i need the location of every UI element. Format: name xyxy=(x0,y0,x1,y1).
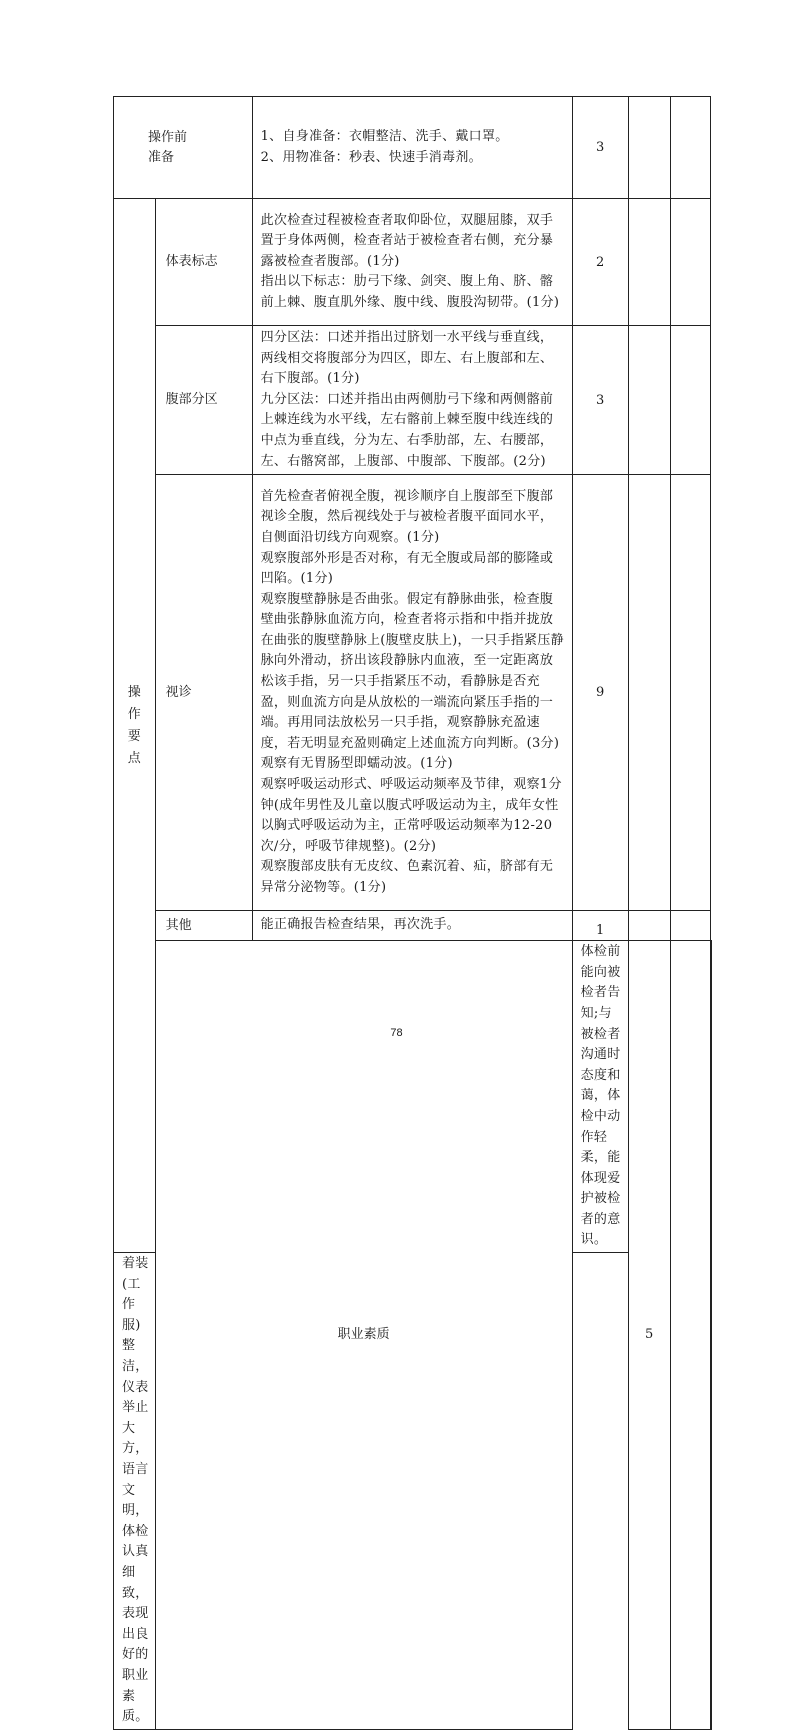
inspection-deduction-cell[interactable] xyxy=(628,475,670,911)
operation-points-char-4: 点 xyxy=(127,750,141,766)
body-landmarks-remark-cell[interactable] xyxy=(670,199,710,326)
inspection-line-5: 观察呼吸运动形式、呼吸运动频率及节律，观察1分钟(成年男性及儿童以腹式呼吸运动为主，成年女性以胸式呼吸运动为主，正常呼吸运动频率为12-20次/分，呼吸节律规整)。(2分) xyxy=(260,777,562,854)
operation-points-char-2: 作 xyxy=(127,706,141,722)
inspection-line-2: 观察腹部外形是否对称，有无全腹或局部的膨隆或凹陷。(1分) xyxy=(260,550,554,587)
inspection-line-6: 观察腹部皮肤有无皮纹、色素沉着、疝，脐部有无异常分泌物等。(1分) xyxy=(260,859,554,895)
pre-operation-content xyxy=(252,97,572,199)
body-landmarks-content xyxy=(252,199,572,326)
row-abdominal-regions xyxy=(114,326,712,475)
scoring-table xyxy=(113,96,712,1730)
other-score: 1 xyxy=(572,911,628,941)
professional-line-2: 着装(工作服)整洁，仪表举止大方，语言文明，体检认真细致，表现出良好的职业素质。 xyxy=(122,1256,149,1725)
row-professional-1 xyxy=(114,941,712,1253)
professional-line-1: 体检前能向被检者告知;与被检者沟通时态度和蔼，体检中动作轻柔，能体现爱护被检者的意识。 xyxy=(580,944,621,1248)
row-pre-operation xyxy=(114,97,712,199)
other-remark-cell[interactable] xyxy=(670,911,710,941)
abdominal-regions-label: 腹部分区 xyxy=(155,326,252,475)
professional-remark-cell[interactable] xyxy=(710,941,711,1730)
body-landmarks-score: 2 xyxy=(572,199,628,326)
inspection-content xyxy=(252,475,572,911)
inspection-score: 9 xyxy=(572,475,628,911)
region-line-2: 九分区法：口述并指出由两侧肋弓下缘和两侧髂前上棘连线为水平线，左右髂前上棘至腹中线连线的中点为垂直线，分为左、右季肋部，左、右腰部，左、右髂窝部，上腹部、中腹部、下腹部。(2分) xyxy=(260,391,554,469)
pre-line-2: 2、用物准备：秒表、快速手消毒剂。 xyxy=(260,149,482,165)
professional-label: 职业素质 xyxy=(155,941,572,1730)
operation-points-label xyxy=(114,199,156,1253)
other-content xyxy=(252,911,572,941)
pre-line-1: 1、自身准备：衣帽整洁、洗手、戴口罩。 xyxy=(260,128,509,144)
body-landmarks-deduction-cell[interactable] xyxy=(628,199,670,326)
other-deduction-cell[interactable] xyxy=(628,911,670,941)
professional-score: 5 xyxy=(628,941,670,1730)
inspection-line-3: 观察腹壁静脉是否曲张。假定有静脉曲张，检查腹壁曲张静脉血流方向，检查者将示指和中指并拢放在曲张的腹壁静脉上(腹壁皮肤上)，一只手指紧压静脉向外滑动，挤出该段静脉内血液，至一定距离放松该手指，另一只手指紧压不动，看静脉是否充盈，则血流方向是从放松的一端流向紧压手指的一端。再用同法放松另一只手指，观察静脉充盈速度，若无明显充盈则确定上述血流方向判断。(3分) xyxy=(260,591,564,751)
pre-operation-remark-cell[interactable] xyxy=(670,97,710,199)
region-line-1: 四分区法：口述并指出过脐划一水平线与垂直线，两线相交将腹部分为四区，即左、右上腹部和左、右下腹部。(1分) xyxy=(260,330,554,387)
row-other xyxy=(114,911,712,941)
inspection-line-1: 首先检查者俯视全腹，视诊顺序自上腹部至下腹部视诊全腹，然后视线处于与被检者腹平面同水平，自侧面沿切线方向观察。(1分) xyxy=(260,488,554,545)
pre-operation-label-text: 操作前 准备 xyxy=(148,129,188,165)
body-line-1: 此次检查过程被检查者取仰卧位，双腿屈膝，双手置于身体两侧，检查者站于被检查者右侧，充分暴露被检查者腹部。(1分) xyxy=(260,212,554,269)
professional-content-1 xyxy=(572,941,628,1253)
pre-operation-deduction-cell[interactable] xyxy=(628,97,670,199)
operation-points-char-1: 操 xyxy=(127,684,141,700)
abdominal-regions-remark-cell[interactable] xyxy=(670,326,710,475)
operation-points-char-3: 要 xyxy=(127,728,141,744)
row-body-landmarks xyxy=(114,199,712,326)
other-line-1: 能正确报告检查结果，再次洗手。 xyxy=(260,917,461,933)
abdominal-regions-score: 3 xyxy=(572,326,628,475)
inspection-remark-cell[interactable] xyxy=(670,475,710,911)
pre-operation-label xyxy=(114,97,253,199)
professional-content-2 xyxy=(114,1253,156,1730)
body-landmarks-label: 体表标志 xyxy=(155,199,252,326)
professional-deduction-cell[interactable] xyxy=(670,941,710,1730)
pre-operation-score: 3 xyxy=(572,97,628,199)
page-number: 78 xyxy=(390,1027,403,1039)
abdominal-regions-content xyxy=(252,326,572,475)
inspection-line-4: 观察有无胃肠型即蠕动波。(1分) xyxy=(260,756,453,772)
abdominal-regions-deduction-cell[interactable] xyxy=(628,326,670,475)
inspection-label: 视诊 xyxy=(155,475,252,911)
row-inspection xyxy=(114,475,712,911)
other-label: 其他 xyxy=(155,911,252,941)
body-line-2: 指出以下标志：肋弓下缘、剑突、腹上角、脐、髂前上棘、腹直肌外缘、腹中线、腹股沟韧带。(1分) xyxy=(260,274,560,310)
